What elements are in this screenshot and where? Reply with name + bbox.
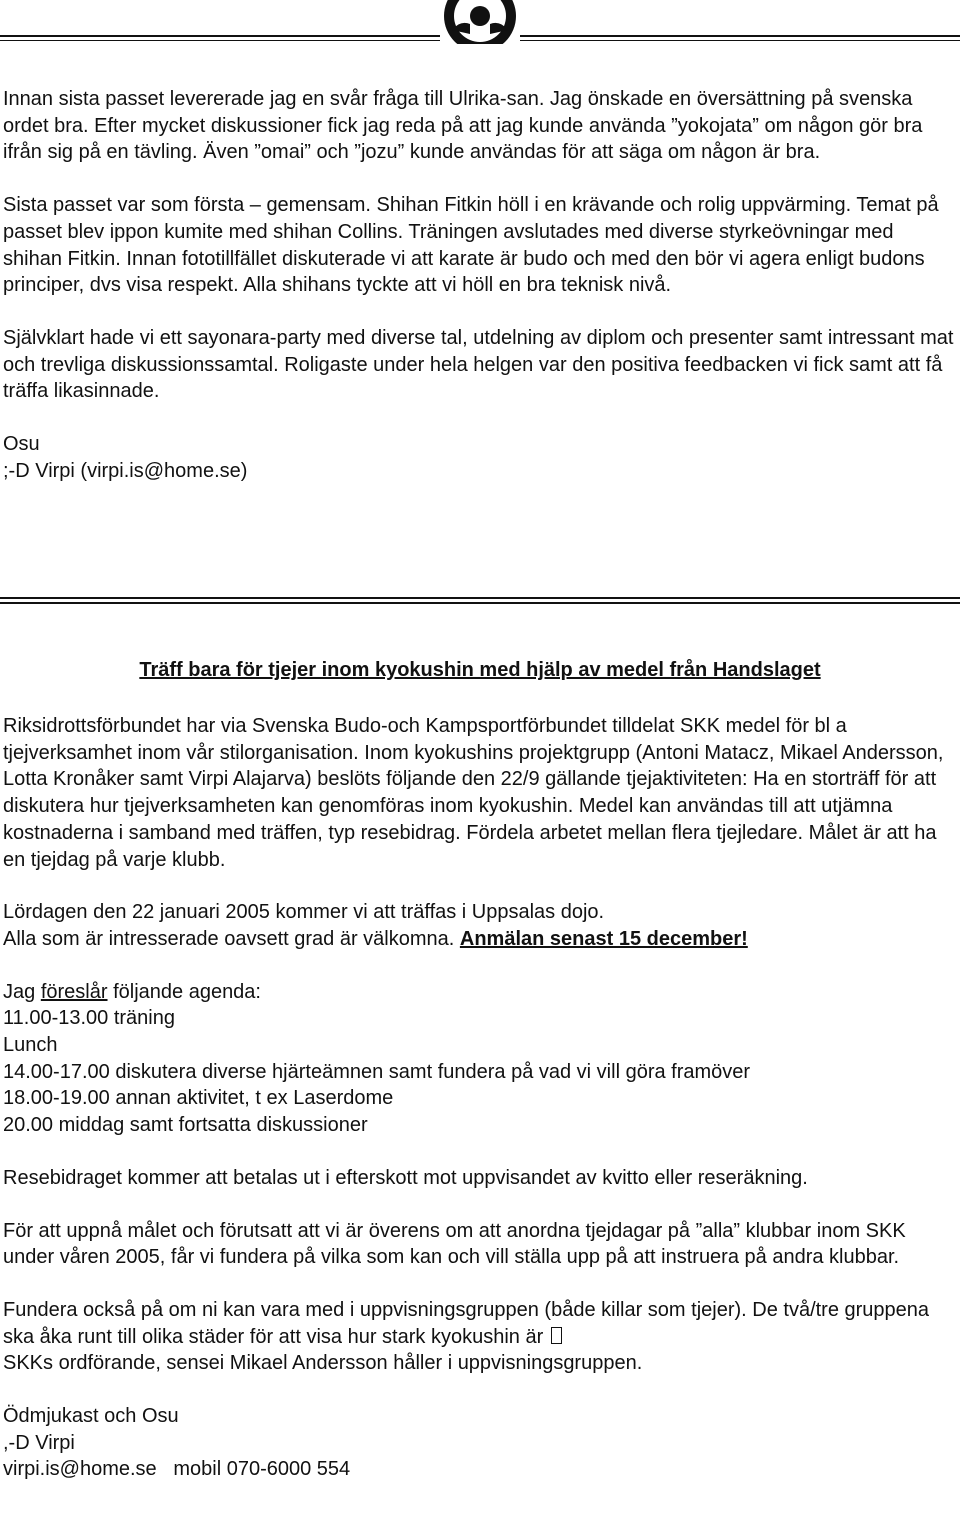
agenda-item: 20.00 middag samt fortsatta diskussioner xyxy=(3,1114,368,1137)
travel-paragraph: Resebidraget kommer att betalas ut i efterskott mot uppvisandet av kvitto eller reseräkning. xyxy=(3,1166,808,1189)
article-1-paragraph-2: Sista passet var som första – gemensam. Shihan Fitkin höll i en krävande och rolig uppvärming. Temat på passet blev ippon kumite med shihan Collins. Träningen avslutades med diverse styrkeövningar med shihan Fitkin. Innan fototillfället diskuterade vi att karate är budo och med den bör vi agera enligt budons principer, dvs visa respekt. Alla shihans tyckte att vi höll en bra teknisk nivå. xyxy=(3,194,939,297)
registration-deadline: Anmälan senast 15 december! xyxy=(459,927,748,950)
closing-contact: virpi.is@home.se mobil 070-6000 554 xyxy=(3,1458,351,1481)
article-1-sign-osu: Osu xyxy=(3,433,40,456)
show-group-paragraph xyxy=(3,1297,955,1350)
agenda-intro xyxy=(3,979,955,1006)
kanku-logo-icon xyxy=(440,0,520,44)
closing-greeting: Ödmjukast och Osu xyxy=(3,1405,179,1428)
agenda-intro-underlined: föreslår xyxy=(40,980,108,1003)
missing-glyph-icon xyxy=(551,1327,562,1344)
agenda-item: Lunch xyxy=(3,1034,58,1057)
article-1 xyxy=(3,86,955,484)
goal-paragraph: För att uppnå målet och förutsatt att vi är överens om att anordna tjejdagar på ”alla” klubbar inom SKK under våren 2005, får vi fundera på vilka som kan och vill ställa upp på att instruera på andra klubbar. xyxy=(3,1219,906,1269)
article-2-paragraph-1: Riksidrottsförbundet har via Svenska Budo-och Kampsportförbundet tilldelat SKK medel för bl a tjejverksamhet inom vår stilorganisation. Inom kyokushins projektgrupp (Antoni Matacz, Mikael Andersson, Lotta Kronåker samt Virpi Alajarva) beslöts följande den 22/9 gällande tjejaktiviteten: Ha en storträff för att diskutera hur tjejverksamheten kan genomföras inom kyokushin. Medel kan användas till att utjämna kostnaderna i samband med träffen, typ resebidrag. Fördela arbetet mellan flera tjejledare. Målet är att ha en tjejdag på varje klubb. xyxy=(3,715,944,871)
show-group-leader: SKKs ordförande, sensei Mikael Andersson håller i uppvisningsgruppen. xyxy=(3,1352,643,1375)
article-1-signature: ;-D Virpi (virpi.is@home.se) xyxy=(3,459,248,482)
agenda-item: 14.00-17.00 diskutera diverse hjärteämnen samt fundera på vad vi vill göra framöver xyxy=(3,1060,751,1083)
header-rule-left xyxy=(0,35,440,37)
header-rule-right xyxy=(520,35,960,37)
show-group-text: Fundera också på om ni kan vara med i uppvisningsgruppen (både killar som tjejer). De två/tre gruppena ska åka runt till olika städer för att visa hur stark kyokushin är xyxy=(3,1298,930,1348)
agenda-intro-a: Jag xyxy=(3,980,36,1003)
article-1-paragraph-3: Självklart hade vi ett sayonara-party med diverse tal, utdelning av diplom och presenter samt intressant mat och trevliga diskussionssamtal. Roligaste under hela helgen var den positiva feedbacken vi fick samt att få träffa likasinnade. xyxy=(3,326,954,403)
agenda-intro-b: följande agenda: xyxy=(113,980,261,1003)
article-2-title: Träff bara för tjejer inom kyokushin med hjälp av medel från Handslaget xyxy=(139,659,821,681)
agenda-item: 18.00-19.00 annan aktivitet, t ex Laserdome xyxy=(3,1087,394,1110)
header-rule-right-thin xyxy=(520,40,960,41)
article-2 xyxy=(3,713,955,1483)
article-2-welcome xyxy=(3,926,955,953)
article-2-date-line: Lördagen den 22 januari 2005 kommer vi att träffas i Uppsalas dojo. xyxy=(3,901,605,924)
section-divider-bottom xyxy=(0,602,960,604)
agenda-item: 11.00-13.00 träning xyxy=(3,1007,175,1030)
welcome-text: Alla som är intresserade oavsett grad är välkomna. xyxy=(3,927,455,950)
article-1-paragraph-1: Innan sista passet levererade jag en svår fråga till Ulrika-san. Jag önskade en översättning på svenska ordet bra. Efter mycket diskussioner fick jag reda på att jag kunde använda ”yokojata” om någon gör bra ifrån sig på en tävling. Även ”omai” och ”jozu” kunde användas för att säga om någon är bra. xyxy=(3,88,923,164)
closing-name: ,-D Virpi xyxy=(3,1431,75,1454)
section-divider-top xyxy=(0,597,960,599)
header-rule-left-thin xyxy=(0,40,440,41)
